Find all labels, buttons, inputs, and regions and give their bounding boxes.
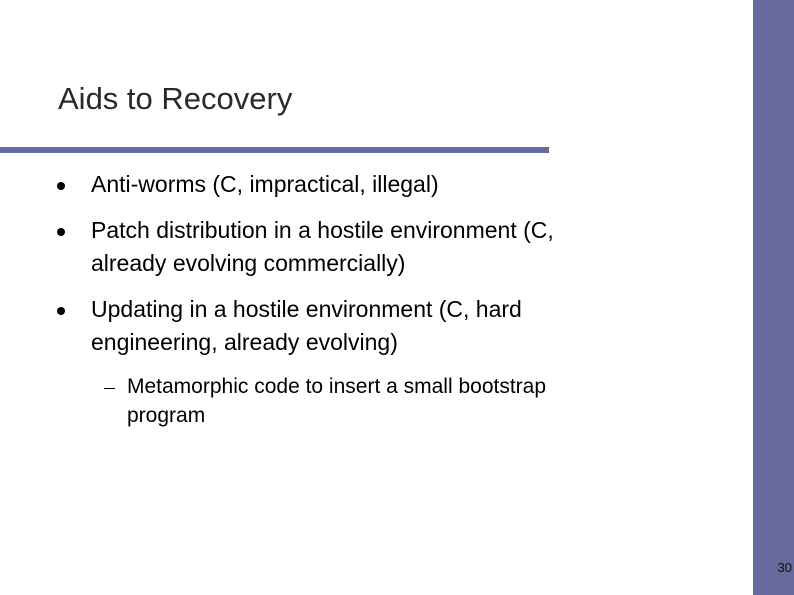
sub-item-1-line-2: program (127, 404, 206, 427)
right-accent-band (753, 0, 794, 595)
slide-number: 30 (777, 560, 792, 575)
sub-bullet-dash (104, 388, 115, 389)
title-underline (0, 147, 549, 153)
bullet-marker (57, 228, 65, 236)
sub-item-1-line-1: Metamorphic code to insert a small bootstrap (127, 375, 547, 398)
bullet-item-2-line-1: Patch distribution in a hostile environment (C, (91, 217, 554, 243)
bullet-item-1-line-1: Anti-worms (C, impractical, illegal) (91, 171, 439, 197)
bullet-item-3-line-2: engineering, already evolving) (91, 329, 398, 355)
bullet-marker (57, 182, 65, 190)
bullet-item-2-line-2: already evolving commercially) (91, 250, 406, 276)
bullet-item-3-line-1: Updating in a hostile environment (C, hard (91, 296, 522, 322)
bullet-marker (57, 307, 65, 315)
slide-title: Aids to Recovery (58, 81, 293, 116)
